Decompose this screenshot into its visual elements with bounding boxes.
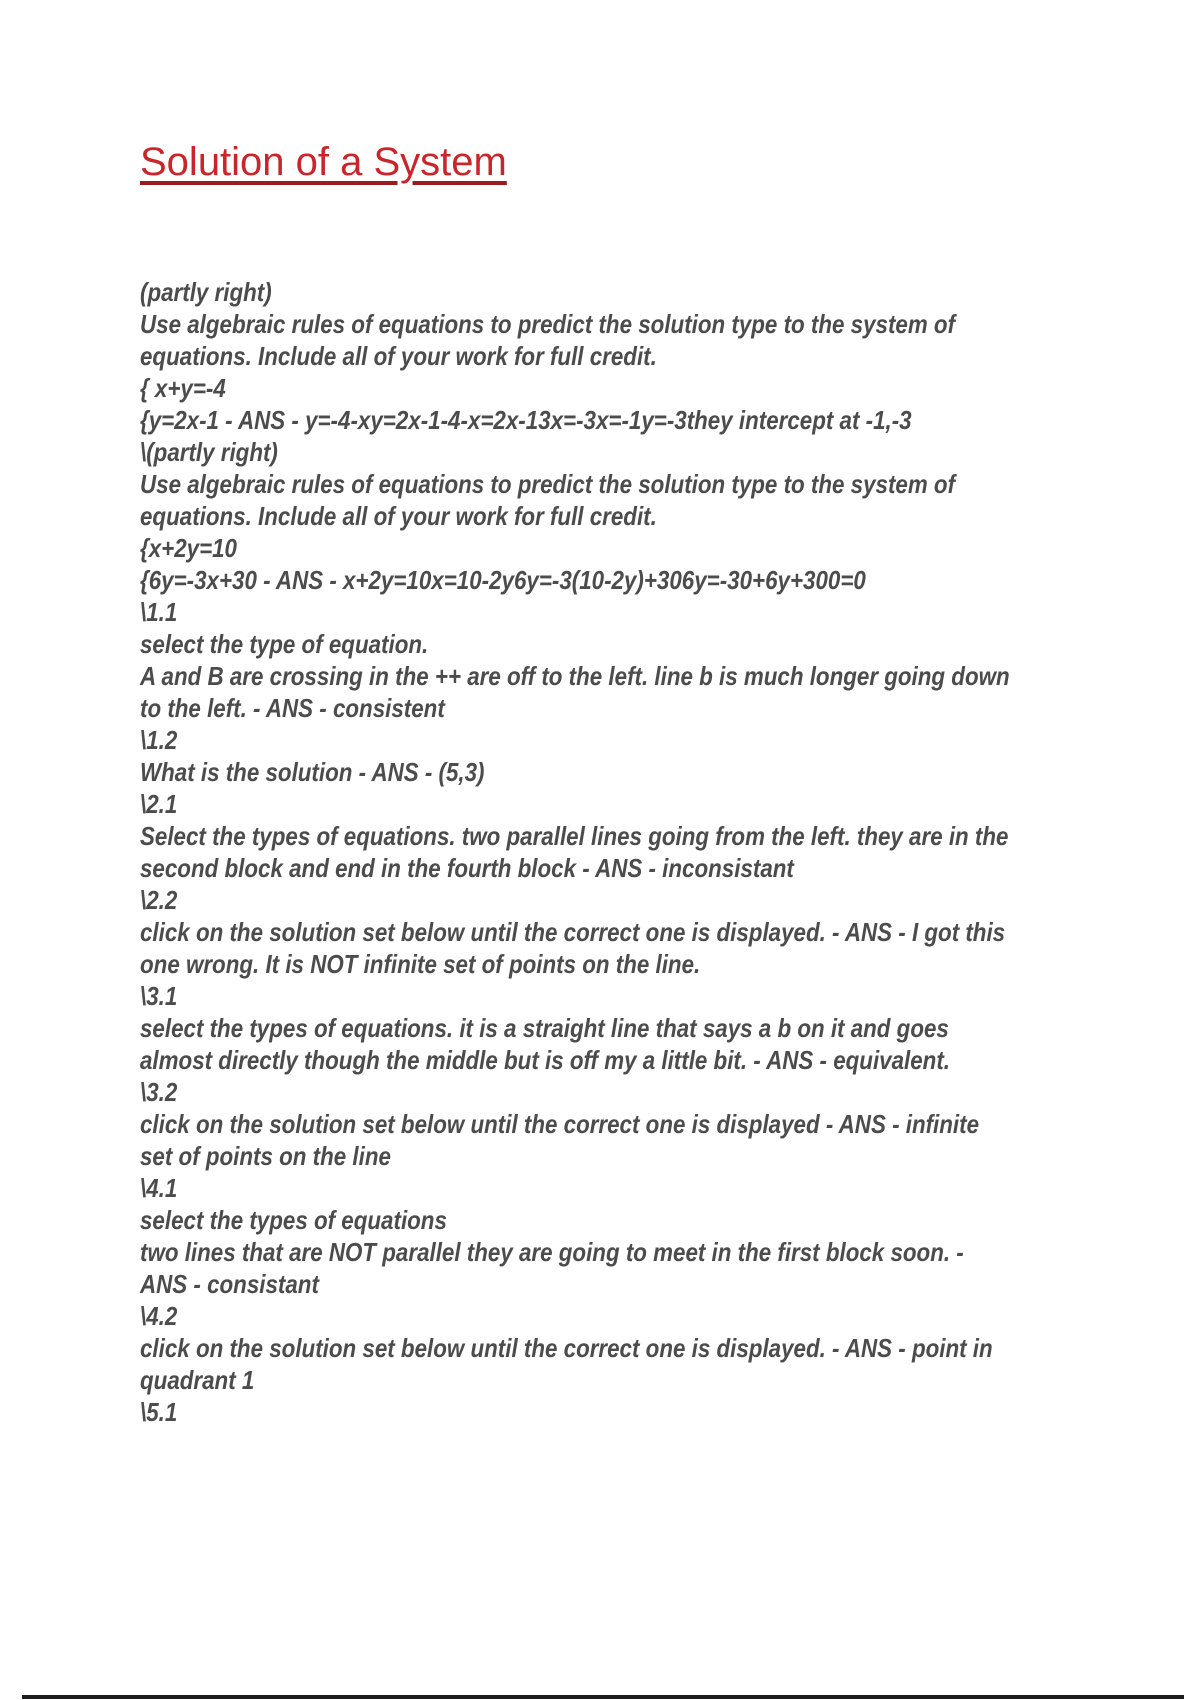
text-line: Use algebraic rules of equations to predict the solution type to the system of <box>140 309 956 339</box>
text-line: click on the solution set below until the correct one is displayed. - ANS - I got this <box>140 917 1006 947</box>
text-line: select the type of equation. <box>140 629 429 659</box>
text-line: \4.2 <box>140 1301 178 1331</box>
text-line: select the types of equations <box>140 1205 447 1235</box>
text-line: equations. Include all of your work for full credit. <box>140 341 657 371</box>
text-line: equations. Include all of your work for full credit. <box>140 501 657 531</box>
text-line: \3.2 <box>140 1077 178 1107</box>
text-line: {x+2y=10 <box>140 533 238 563</box>
text-line: \1.2 <box>140 725 178 755</box>
text-line: \1.1 <box>140 597 178 627</box>
text-line: click on the solution set below until the correct one is displayed. - ANS - point in <box>140 1333 993 1363</box>
text-line: (partly right) <box>140 277 272 307</box>
text-line: set of points on the line <box>140 1141 391 1171</box>
text-line: Select the types of equations. two parallel lines going from the left. they are in the <box>140 821 1009 851</box>
text-line: quadrant 1 <box>140 1365 255 1395</box>
document-title: Solution of a System <box>140 140 507 184</box>
text-line: { x+y=-4 <box>140 373 226 403</box>
text-line: A and B are crossing in the ++ are off to the left. line b is much longer going down <box>140 661 1010 691</box>
text-line: {y=2x-1 - ANS - y=-4-xy=2x-1-4-x=2x-13x=-3x=-1y=-3they intercept at -1,-3 <box>140 405 912 435</box>
text-line: What is the solution - ANS - (5,3) <box>140 757 485 787</box>
text-line: ANS - consistant <box>140 1269 319 1299</box>
text-line: \4.1 <box>140 1173 178 1203</box>
text-line: \(partly right) <box>140 437 278 467</box>
page-bottom-rule <box>22 1695 1184 1699</box>
text-line: select the types of equations. it is a straight line that says a b on it and goes <box>140 1013 949 1043</box>
text-line: to the left. - ANS - consistent <box>140 693 445 723</box>
text-line: second block and end in the fourth block - ANS - inconsistant <box>140 853 794 883</box>
document-body <box>140 276 1010 1428</box>
text-line: Use algebraic rules of equations to predict the solution type to the system of <box>140 469 956 499</box>
text-line: almost directly though the middle but is off my a little bit. - ANS - equivalent. <box>140 1045 951 1075</box>
text-line: click on the solution set below until the correct one is displayed - ANS - infinite <box>140 1109 980 1139</box>
text-line: \3.1 <box>140 981 178 1011</box>
text-line: \5.1 <box>140 1397 178 1427</box>
text-line: \2.2 <box>140 885 178 915</box>
text-line: two lines that are NOT parallel they are going to meet in the first block soon. - <box>140 1237 964 1267</box>
text-line: {6y=-3x+30 - ANS - x+2y=10x=10-2y6y=-3(10-2y)+306y=-30+6y+300=0 <box>140 565 866 595</box>
text-line: one wrong. It is NOT infinite set of points on the line. <box>140 949 701 979</box>
text-line: \2.1 <box>140 789 178 819</box>
